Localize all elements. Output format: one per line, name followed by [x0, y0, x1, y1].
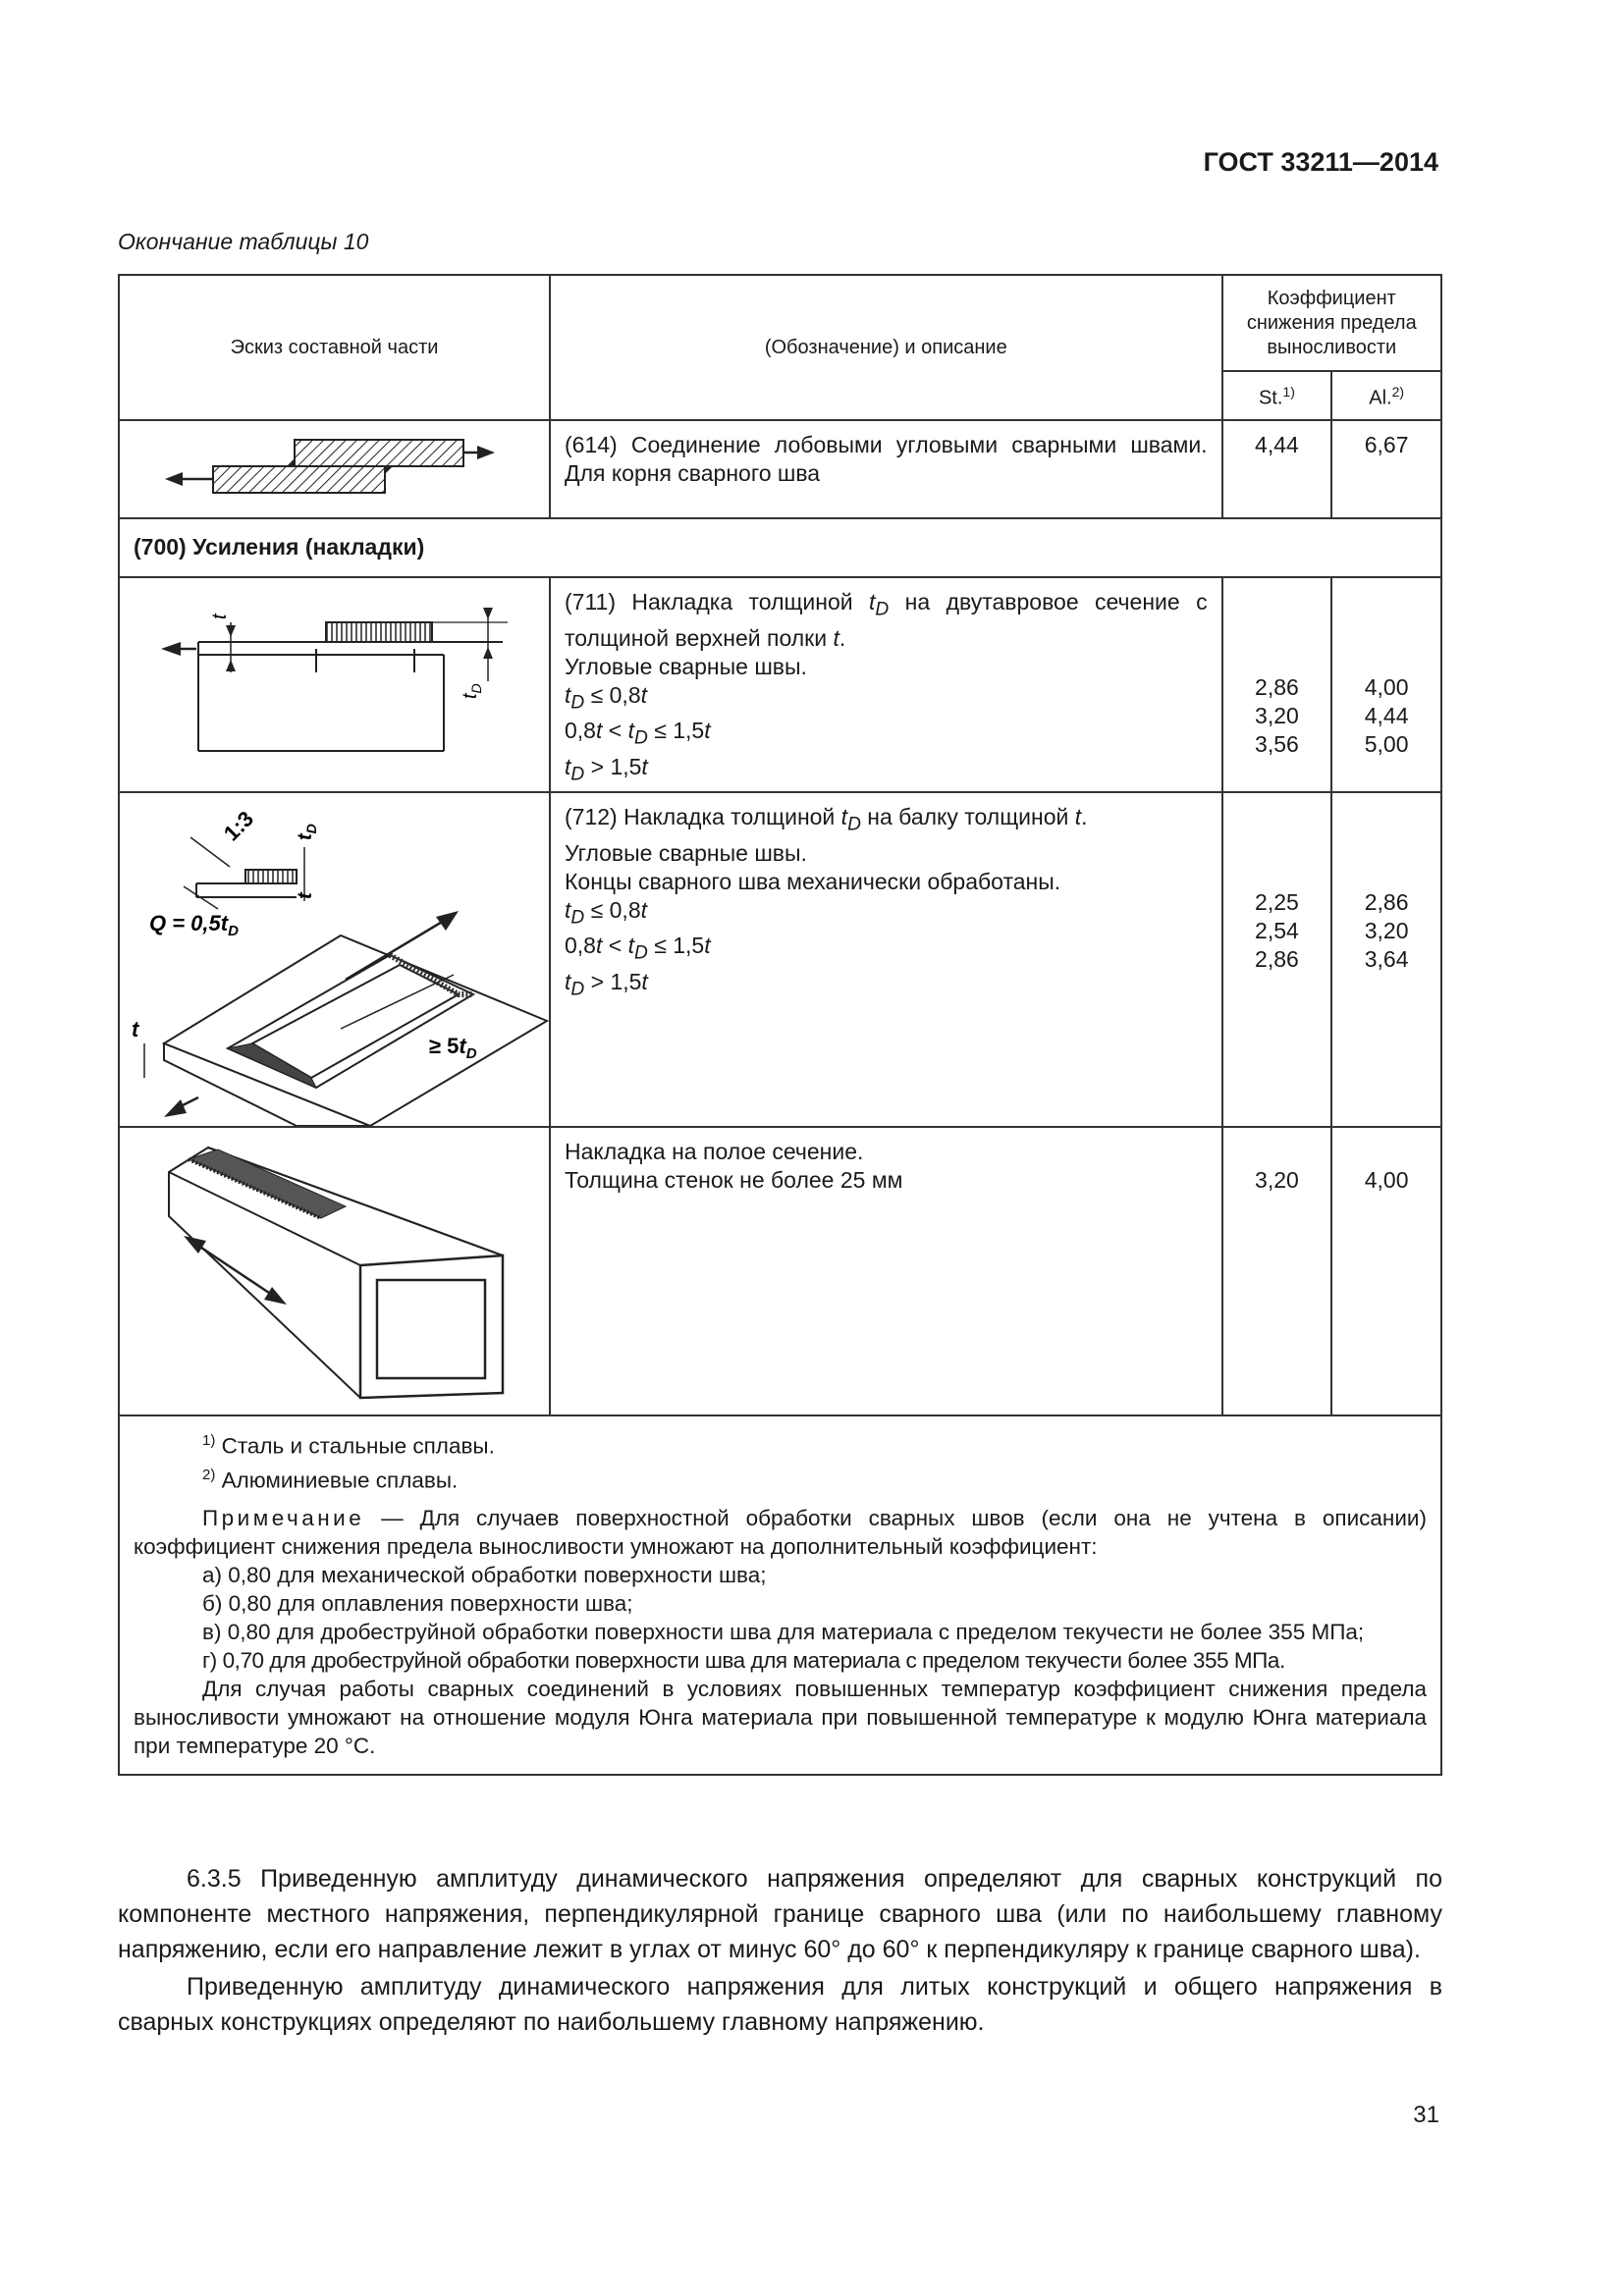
row-hollow-description: Накладка на полое сечение. Толщина стенок не более 25 мм — [550, 1127, 1222, 1415]
col-header-coefficient: Коэффициент снижения предела выносливости — [1222, 275, 1441, 371]
thickness-tD-label: $t_D$ — [460, 683, 484, 699]
table-footnotes — [119, 1415, 1441, 1775]
beam-cover-plate-sketch — [120, 793, 549, 1126]
table-row — [119, 420, 1441, 518]
row-614-st: 4,44 — [1222, 420, 1332, 518]
section-700-heading: (700) Усиления (накладки) — [119, 518, 1441, 577]
sketch-614 — [119, 420, 550, 518]
row-711-description: (711) Накладка толщиной $t_D$ на двутавровое сечение с толщиной верхней полки t. Угловые сварные швы. $t_D \le 0,8t$ $0,8t < t_D \le 1,5t$ $t_D > 1,5t$ — [550, 577, 1222, 792]
page-number: 31 — [1413, 2102, 1439, 2128]
sketch-hollow — [119, 1127, 550, 1415]
sketch-712 — [119, 792, 550, 1127]
col-header-steel: St.$^{1)}$ — [1222, 371, 1332, 420]
table-row — [119, 792, 1441, 1127]
body-paragraphs — [118, 1861, 1442, 2040]
hollow-section-sketch — [120, 1128, 549, 1415]
thickness-t-label: t — [209, 614, 231, 619]
col-header-aluminium: Al.$^{2)}$ — [1331, 371, 1441, 420]
lap-joint-sketch — [120, 421, 549, 517]
row-711-al: 4,00 4,44 5,00 — [1331, 577, 1441, 792]
table-note: Примечание — Для случаев поверхностной обработки сварных швов (если она не учтена в описании) коэффициент снижения предела выносливости умножают на дополнительный коэффициент: а) 0,80 для механической обработки поверхности шва; б) 0,80 для оплавления поверхности шва; в) 0,80 для дробеструйной обработки поверхности шва для материала с пределом текучести не более 355 МПа; г) 0,70 для дробеструйной обработки поверхности шва для материала с пределом текучести более 355 МПа. Для случая работы сварных соединений в условиях повышенных температур коэффициент снижения предела выносливости умножают на отношение модуля Юнга материала при повышенной температуре к модулю Юнга материала при температуре 20 °С. — [134, 1506, 1427, 1758]
q-label: $Q = 0,5t_D$ — [149, 911, 239, 939]
table-row — [119, 1127, 1441, 1415]
document-header: ГОСТ 33211—2014 — [1203, 147, 1438, 177]
i-beam-cover-plate-sketch — [120, 578, 549, 791]
row-712-st: 2,25 2,54 2,86 — [1222, 792, 1332, 1127]
col-header-description: (Обозначение) и описание — [550, 275, 1222, 420]
min-length-label: ≥ $5t_D$ — [429, 1034, 477, 1062]
footnote-2: $^{2)}$ Алюминиевые сплавы. — [202, 1466, 459, 1492]
row-614-al: 6,67 — [1331, 420, 1441, 518]
row-711-st: 2,86 3,20 3,56 — [1222, 577, 1332, 792]
sketch-711 — [119, 577, 550, 792]
row-712-al: 2,86 3,20 3,64 — [1331, 792, 1441, 1127]
row-hollow-st: 3,20 — [1222, 1127, 1332, 1415]
beam-thickness-label: t — [132, 1017, 139, 1041]
thickness-tD-label: $t_D$ — [295, 824, 319, 840]
note-label: Примечание — [202, 1506, 365, 1530]
row-hollow-al: 4,00 — [1331, 1127, 1441, 1415]
col-header-sketch: Эскиз составной части — [119, 275, 550, 420]
thickness-t-label: t — [295, 892, 316, 899]
row-614-description: (614) Соединение лобовыми угловыми сварными швами. Для корня сварного шва — [550, 420, 1222, 518]
footnote-1: $^{1)}$ Сталь и стальные сплавы. — [202, 1432, 495, 1459]
table-caption: Окончание таблицы 10 — [118, 229, 369, 254]
paragraph-6-3-5: 6.3.5 Приведенную амплитуду динамического напряжения определяют для сварных конструкций по компоненте местного напряжения, перпендикулярной границе сварного шва (или по наибольшему главному напряжению, если его направление лежит в углах от минус 60° до 60° к перпендикуляру к границе сварного шва). — [118, 1865, 1442, 1963]
paragraph-cast-structures: Приведенную амплитуду динамического напряжения для литых конструкций и общего напряжения в сварных конструкциях определяют по наибольшему главному напряжению. — [118, 1973, 1442, 2036]
table-row — [119, 577, 1441, 792]
ratio-label: 1:3 — [218, 806, 259, 846]
row-712-description: (712) Накладка толщиной $t_D$ на балку толщиной t. Угловые сварные швы. Концы сварного шва механически обработаны. $t_D \le 0,8t$ $0,8t < t_D \le 1,5t$ $t_D > 1,5t$ — [550, 792, 1222, 1127]
fatigue-table — [118, 274, 1442, 1776]
